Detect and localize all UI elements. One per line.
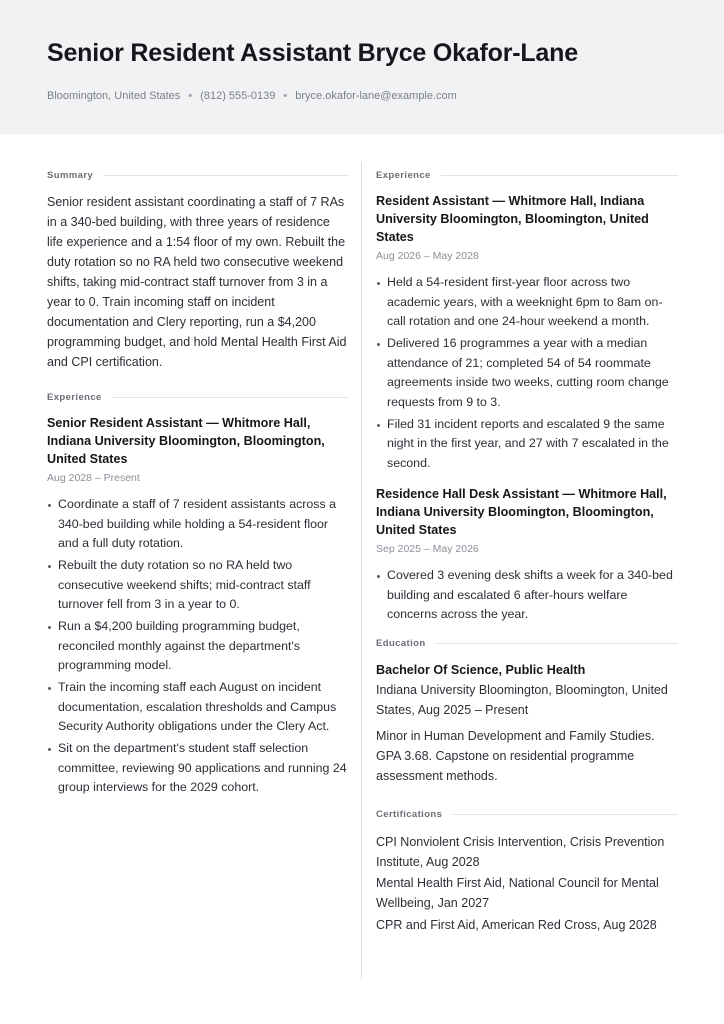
column-divider <box>361 162 362 979</box>
job-entry <box>376 485 678 625</box>
bullet-item: Filed 31 incident reports and escalated 9 the same night in the first year, and 27 with 7 escalated in the second. <box>376 415 678 474</box>
job-dates: Aug 2028 – Present <box>47 472 140 484</box>
separator-dot: • <box>188 90 193 102</box>
job-entry <box>376 192 678 473</box>
contact-email[interactable]: bryce.okafor-lane@example.com <box>295 90 457 102</box>
job-title: Resident Assistant — Whitmore Hall, Indiana University Bloomington, Bloomington, United States <box>376 194 649 244</box>
experience-heading-label: Experience <box>376 169 431 181</box>
right-column <box>376 168 678 936</box>
section-rule <box>112 397 349 398</box>
certification-item: CPR and First Aid, American Red Cross, Aug 2028 <box>376 917 657 932</box>
bullet-item: Covered 3 evening desk shifts a week for a 340-bed building and escalated 6 after-hours welfare concerns across the year. <box>376 566 678 625</box>
bullet-item: Coordinate a staff of 7 resident assistants across a 340-bed building while holding a 54-resident floor and a full duty rotation. <box>47 495 349 554</box>
section-rule <box>441 175 678 176</box>
job-bullets <box>376 566 678 625</box>
job-bullets <box>376 273 678 473</box>
separator-dot: • <box>283 90 288 102</box>
experience-heading-label: Experience <box>47 391 102 403</box>
experience-heading <box>376 168 678 182</box>
job-title: Residence Hall Desk Assistant — Whitmore Hall, Indiana University Bloomington, Bloomington, United States <box>376 487 667 537</box>
bullet-item: Held a 54-resident first-year floor across two academic years, with a weeknight 6pm to 8am on-call rotation and one 24-hour weekend a month. <box>376 273 678 332</box>
job-entry <box>47 414 349 798</box>
job-dates: Aug 2026 – May 2028 <box>376 250 479 262</box>
contact-line <box>47 90 457 102</box>
section-rule <box>452 814 678 815</box>
left-column <box>47 168 349 800</box>
education-details: Minor in Human Development and Family Studies. GPA 3.68. Capstone on residential programme assessment methods. <box>376 728 655 783</box>
section-rule <box>436 643 678 644</box>
certification-item: Mental Health First Aid, National Council for Mental Wellbeing, Jan 2027 <box>376 876 659 910</box>
bullet-item: Run a $4,200 building programming budget, reconciled monthly against the department's programming model. <box>47 617 349 676</box>
degree-title: Bachelor Of Science, Public Health <box>376 662 586 677</box>
certifications-heading-label: Certifications <box>376 809 443 820</box>
job-dates: Sep 2025 – May 2026 <box>376 543 479 555</box>
resume-header <box>0 0 724 134</box>
section-rule <box>103 175 349 176</box>
summary-heading-label: Summary <box>47 169 94 181</box>
certification-item: CPI Nonviolent Crisis Intervention, Crisis Prevention Institute, Aug 2028 <box>376 834 665 869</box>
page-title: Senior Resident Assistant Bryce Okafor-Lane <box>47 39 578 67</box>
bullet-item: Sit on the department's student staff selection committee, reviewing 90 applications and running 24 group interviews for the 2029 cohort. <box>47 739 349 798</box>
education-heading <box>376 637 678 651</box>
summary-text: Senior resident assistant coordinating a staff of 7 RAs in a 340-bed building, with three years of residence life experience and a 1:54 floor of my own. Rebuilt the duty rotation so no RA held two consecutive weekend shifts, taking mid-contract staff turnover from 3 in a year to 0. Train incoming staff on incident documentation and Clery reporting, run a $4,200 programming budget, and hold Mental Health First Aid and CPI certification. <box>47 195 347 369</box>
job-bullets <box>47 495 349 798</box>
bullet-item: Train the incoming staff each August on incident documentation, escalation thresholds and Campus Security Authority obligations under the Clery Act. <box>47 678 349 737</box>
contact-location: Bloomington, United States <box>47 90 181 102</box>
contact-phone[interactable]: (812) 555-0139 <box>200 90 276 102</box>
certifications-heading <box>376 808 678 822</box>
school-info: Indiana University Bloomington, Bloomington, United States, Aug 2025 – Present <box>376 682 668 717</box>
bullet-item: Delivered 16 programmes a year with a median attendance of 21; completed 54 of 54 roommate agreements inside two weeks, cutting room change requests from 9 to 3. <box>376 334 678 412</box>
summary-heading <box>47 168 349 182</box>
job-title: Senior Resident Assistant — Whitmore Hall, Indiana University Bloomington, Bloomington, United States <box>47 416 325 466</box>
experience-heading <box>47 390 349 404</box>
education-heading-label: Education <box>376 638 426 649</box>
bullet-item: Rebuilt the duty rotation so no RA held two consecutive weekend shifts; mid-contract staff turnover fell from 3 in a year to 0. <box>47 556 349 615</box>
